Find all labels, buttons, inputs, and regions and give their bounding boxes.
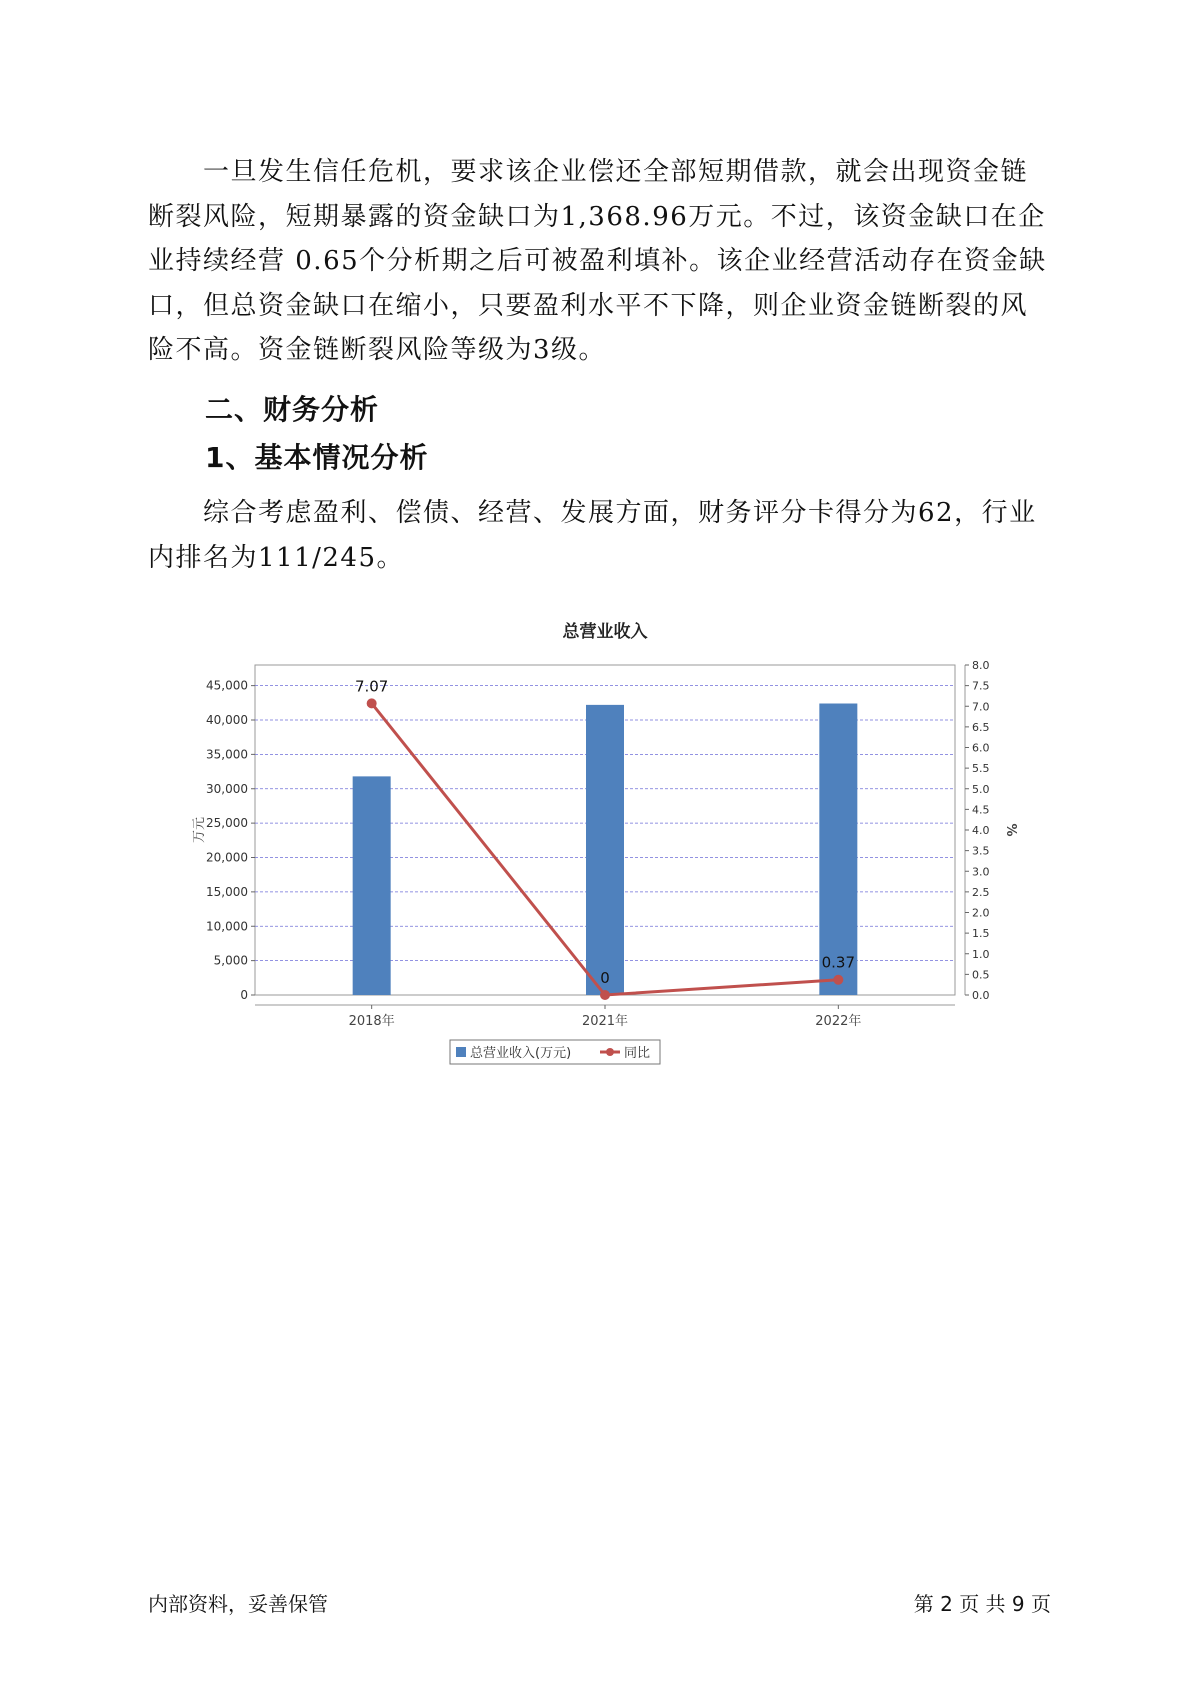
y-tick-label: 15,000: [206, 884, 248, 899]
y2-tick-label: 6.0: [972, 741, 990, 755]
y2-tick-label: 2.5: [972, 885, 990, 899]
revenue-chart: [180, 610, 1040, 1080]
y2-tick-label: 6.5: [972, 720, 990, 734]
y2-tick-label: 5.0: [972, 782, 990, 796]
legend-swatch-revenue: [456, 1047, 466, 1057]
x-tick-label: 2018年: [348, 1014, 395, 1029]
legend-label-revenue: 总营业收入(万元): [470, 1046, 572, 1061]
y-tick-label: 5,000: [213, 953, 248, 968]
legend-label-yoy: 同比: [624, 1046, 651, 1061]
x-tick-label: 2021年: [581, 1014, 629, 1029]
bar-revenue: [586, 705, 624, 995]
y2-tick-label: 7.5: [972, 679, 990, 693]
y-tick-label: 40,000: [206, 713, 248, 727]
footer-confidential: 内部资料，妥善保管: [148, 1592, 328, 1616]
legend-swatch-yoy-marker: [606, 1048, 614, 1056]
y-tick-label: 35,000: [206, 747, 248, 762]
chart-title: 总营业收入: [562, 622, 648, 642]
y2-tick-label: 4.5: [972, 803, 990, 817]
y-tick-label: 30,000: [206, 781, 248, 796]
paragraph-score: 综合考虑盈利、偿债、经营、发展方面，财务评分卡得分为62，行业内排名为111/245。: [148, 498, 1037, 573]
data-label-yoy: 0.37: [821, 953, 856, 972]
y-axis-label: 万元: [192, 816, 207, 844]
y-tick-label: 20,000: [206, 850, 248, 865]
point-yoy: [600, 990, 610, 1000]
bar-revenue: [819, 704, 857, 996]
y2-tick-label: 1.0: [972, 947, 990, 961]
y2-tick-label: 5.5: [972, 762, 990, 776]
footer-page-number: 第 2 页 共 9 页: [913, 1592, 1051, 1616]
y2-tick-label: 0.0: [972, 989, 990, 1002]
y2-tick-label: 8.0: [972, 659, 990, 672]
y2-tick-label: 2.0: [972, 906, 990, 920]
y-tick-label: 25,000: [206, 816, 248, 831]
y2-tick-label: 3.5: [972, 844, 990, 858]
y2-tick-label: 4.0: [972, 824, 990, 837]
y-tick-label: 10,000: [206, 919, 248, 934]
x-tick-label: 2022年: [815, 1014, 862, 1029]
paragraph-risk: 一旦发生信任危机，要求该企业偿还全部短期借款，就会出现资金链断裂风险，短期暴露的资金缺口为1,368.96万元。不过，该资金缺口在企业持续经营 0.65个分析期之后可被盈利填补。该企业经营活动存在资金缺口，但总资金缺口在缩小，只要盈利水平不下降，则企业资金链断裂的风险不高。资金链断裂风险等级为3级。: [148, 157, 1047, 365]
point-yoy: [833, 975, 843, 985]
point-yoy: [367, 698, 377, 708]
y-tick-label: 0: [240, 988, 248, 1002]
subsection-heading-basic-analysis: 1、基本情况分析: [205, 441, 429, 474]
y2-axis-label: %: [1003, 823, 1018, 837]
y2-tick-label: 1.5: [972, 927, 990, 941]
data-label-yoy: 7.07: [354, 677, 389, 696]
data-label-yoy: 0: [600, 969, 610, 987]
y2-tick-label: 3.0: [972, 865, 990, 879]
y2-tick-label: 0.5: [972, 968, 990, 982]
section-heading-financial-analysis: 二、财务分析: [205, 393, 380, 426]
y2-tick-label: 7.0: [972, 700, 990, 714]
y-tick-label: 45,000: [206, 678, 248, 693]
bar-revenue: [353, 776, 391, 995]
